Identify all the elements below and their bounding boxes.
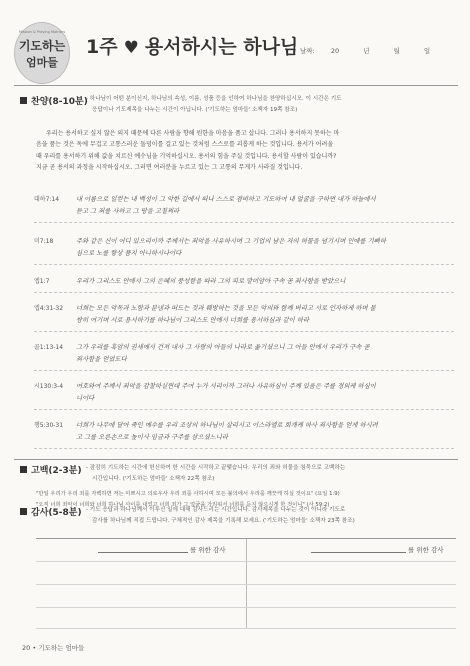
confession-desc-line: 시간입니다. ('기도하는 엄마들' 소책자 22쪽 참조) — [92, 476, 215, 482]
confession-heading — [20, 463, 82, 476]
page-title — [86, 32, 298, 59]
right-thanks-label: 를 위한 감사 — [408, 546, 444, 554]
thanks-desc-line: 감사를 하나님께 직접 드립니다. 구체적인 감사 제목을 기록해 보세요. ('기도하는 엄마들' 소책자 23쪽 참조) — [92, 518, 355, 524]
confession-description — [86, 463, 456, 485]
praise-heading-text: 찬양(8-10분) — [31, 97, 88, 107]
header-divider — [14, 85, 458, 86]
date-field[interactable] — [300, 46, 460, 55]
body-line: 때 우리를 용서하기 위해 값을 치르신 예수님을 기억하십시오. 용서의 힘을 주실 것입니다. 용서할 사람이 있습니까? — [36, 152, 337, 160]
confession-desc-line: - 잠잠히 기도하는 시간에 헌신하여 한 시간을 시작하고 끝맺습니다. 우리의 죄와 허물을 침묵으로 고백하는 — [86, 465, 346, 471]
verse-reference: 시130:3-4 — [34, 383, 64, 390]
verse-text: 우리가 그리스도 안에서 그의 은혜의 풍성함을 따라 그의 피로 말미암아 구속 곧 죄사함을 받았으니 — [76, 278, 346, 285]
footer-text: 기도하는 엄마들 — [38, 644, 85, 652]
square-bullet-icon — [20, 97, 27, 104]
verse-text: 그가 우리를 흑암의 권세에서 건져 내사 그 사랑의 아들의 나라로 옮기셨으니 그 아들 안에서 우리가 구속 곧 죄사함을 얻었도다 — [76, 344, 370, 363]
date-year-unit: 년 — [363, 47, 370, 55]
writing-line[interactable] — [36, 628, 456, 629]
praise-body — [36, 128, 450, 174]
right-name-line[interactable] — [311, 552, 406, 553]
left-name-line[interactable] — [98, 552, 188, 553]
thanks-heading-text: 감사(5-8분) — [31, 508, 82, 518]
section-divider — [14, 459, 458, 460]
page-footer — [22, 643, 84, 652]
verse-item — [34, 420, 454, 449]
praise-desc-line: 응답이나 기도제목을 나누는 시간이 아닙니다. ('기도하는 엄마들' 소책자 19쪽 참조) — [92, 107, 298, 113]
square-bullet-icon — [20, 466, 27, 473]
logo-text-line2: 엄마들 — [26, 56, 58, 69]
verse-reference: 엡1:7 — [34, 278, 50, 285]
praise-desc-line: - 하나님이 어떤 분이신지, 하나님의 속성, 이름, 성품 등을 인하여 하나님을 찬양하십시오. 이 시간은 기도 — [86, 96, 342, 102]
writing-line[interactable] — [36, 607, 456, 608]
writing-line[interactable] — [36, 561, 456, 562]
title-text: 용서하시는 하나님 — [144, 36, 299, 58]
verse-item — [34, 342, 454, 371]
writing-line[interactable] — [36, 584, 456, 585]
logo-text-line1: 기도하는 — [18, 39, 66, 53]
logo-tagline: Mission & Praying Mothers — [18, 30, 66, 34]
verse-item — [34, 381, 454, 410]
ministry-logo — [14, 22, 70, 84]
body-line: 지금 곧 용서의 과정을 시작하십시오. 그러면 여러분을 누르고 있는 그 고통의 무게가 사라질 것입니다. — [36, 164, 303, 172]
quote-line: "만일 우리가 우리 죄를 자백하면 저는 미쁘시고 의로우사 우리 죄를 사하시며 모든 불의에서 우리를 깨끗케 하실 것이요" (요일 1:9) — [36, 491, 340, 497]
heart-icon: ♥ — [123, 38, 139, 58]
praise-description — [86, 94, 456, 116]
week-number: 1주 — [86, 36, 118, 58]
verse-reference: 행5:30-31 — [34, 422, 64, 429]
verse-text: 내 이름으로 일컫는 내 백성이 그 악한 길에서 떠나 스스로 겸비하고 기도하여 내 얼굴을 구하면 내가 하늘에서 듣고 그 죄를 사하고 그 땅을 고칠찌라 — [76, 196, 376, 215]
page-number: 20 — [22, 644, 31, 652]
verse-item — [34, 194, 454, 223]
verse-text: 여호와여 주께서 죄악을 감찰하실찐대 주여 누가 서리이까 그러나 사유하심이 주께 있음은 주를 경외케 하심이 니이다 — [76, 383, 376, 402]
thanks-heading — [20, 505, 82, 518]
verse-item — [34, 303, 454, 332]
verse-item — [34, 276, 454, 293]
verse-text: 너희가 나무에 달아 죽인 예수를 우리 조상의 하나님이 살리시고 이스라엘로 회개케 하사 죄사함을 얻게 하시려 고 그를 오른손으로 높이사 임금과 구주를 삼으셨느니라 — [76, 422, 378, 441]
verse-reference: 골1:13-14 — [34, 344, 64, 351]
verse-reference: 엡4:31-32 — [34, 305, 64, 312]
verse-reference: 미7:18 — [34, 238, 54, 245]
verse-item — [34, 236, 454, 265]
date-day-unit: 일 — [423, 47, 431, 55]
thanks-description — [86, 505, 456, 527]
left-thanks-label: 를 위한 감사 — [190, 546, 226, 554]
verse-reference: 대하7:14 — [34, 196, 60, 203]
date-year-prefix: 20 — [330, 47, 340, 55]
body-line: 우리는 용서하고 싶지 않은 의지 때문에 다른 사람을 향해 원한을 마음을 품고 삽니다. 그러나 용서하지 못하는 마 — [46, 130, 340, 137]
verse-text: 주와 같은 신이 어디 있으리이까 주께서는 죄악을 사유하시며 그 기업의 남은 자의 허물을 넘기시며 인애를 기뻐하 심으로 노를 항상 품지 아니하시나이다 — [76, 238, 386, 257]
date-month-unit: 월 — [393, 47, 400, 55]
thanks-desc-line: - 기도 응답과 하나님께서 이루신 일에 대해 감사드리는 시간입니다. 감사제목을 나누는 것이 아니라 기도로 — [86, 507, 346, 513]
confession-heading-text: 고백(2-3분) — [31, 466, 82, 476]
verse-text: 너희는 모든 악독과 노함과 분냄과 떠드는 것과 훼방하는 것을 모든 악의와 함께 버리고 서로 인자하게 하며 불 쌍히 여기며 서로 용서하기를 하나님이 그리스도 안에서 너희를 용서하심과 같이 하라 — [76, 305, 376, 324]
date-label: 날짜: — [300, 47, 315, 55]
footer-bullet: • — [32, 644, 37, 652]
quote-line: "오직 너희 죄악이 너희와 너희 하나님 사이를 내었고 너희 죄가 그 얼굴을 가리워서 너희를 듣지 않으시게 한 것이니" (사 59:2) — [36, 501, 330, 508]
body-line: 음을 품는 것은 독에 무겁고 고통스러운 돌덩이를 걸고 있는 것처럼 스스로를 괴롭게 하는 것입니다. 용서가 어려울 — [36, 141, 334, 149]
square-bullet-icon — [20, 508, 27, 515]
praise-heading — [20, 94, 88, 107]
thanks-writing-area[interactable] — [36, 538, 456, 629]
